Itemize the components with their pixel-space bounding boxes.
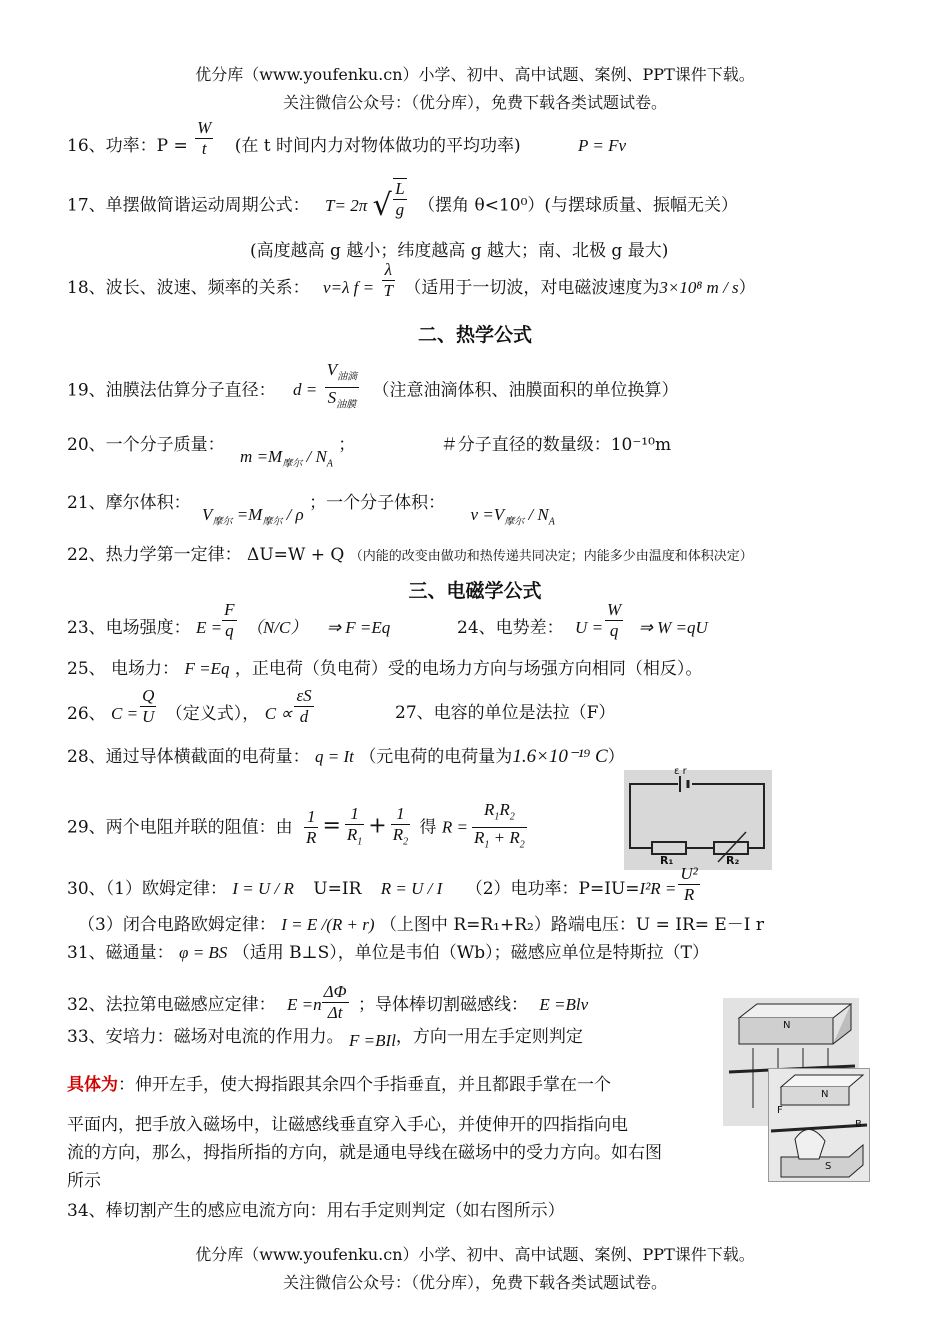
item-30-f3: R = U / I xyxy=(380,879,443,898)
header-line-1: 优分库（www.youfenku.cn）小学、初中、高中试题、案例、PPT课件下载。 xyxy=(195,65,755,84)
circuit-diagram xyxy=(624,766,772,870)
item-31-note: （适用 B⊥S），单位是韦伯（Wb）；磁感应单位是特斯拉（T） xyxy=(232,943,709,963)
item-23-arrow: ⇒ F =Eq xyxy=(326,618,391,637)
item-26 xyxy=(67,686,318,727)
circuit-svg xyxy=(624,770,772,870)
item-30b-note: （上图中 R=R₁+R₂）路端电压：U = IR= E－I r xyxy=(379,915,765,935)
item-26-def: （定义式）， xyxy=(165,704,260,724)
item-30-label: 30、（1）欧姆定律： xyxy=(67,879,227,899)
parallel-result-symbol: R = xyxy=(441,817,469,837)
parallel-fraction-2: $\frac{1}{R_1}$ xyxy=(346,803,363,848)
sqrt-icon: √ xyxy=(372,188,392,223)
wave-fraction: $\frac{\lambda}{T}$ xyxy=(383,260,393,300)
emf-fraction: $\frac{\Delta\Phi}{\Delta t}$ xyxy=(323,982,347,1022)
magnet-svg-2 xyxy=(769,1069,869,1181)
item-17-note: （摆角 θ<10⁰）(与摆球质量、振幅无关） xyxy=(418,195,739,216)
item-30b-label: （3）闭合电路欧姆定律： xyxy=(78,915,276,935)
power-u2-fraction: $\frac{\text{U²}}{R}$ xyxy=(680,864,698,904)
magnet-n-label-1: N xyxy=(783,1020,791,1031)
proportional-fraction: $\frac{\varepsilon S}{d}$ xyxy=(296,686,312,726)
item-24 xyxy=(457,600,708,641)
item-29-de: 得 xyxy=(419,817,437,838)
parallel-fraction-3: $\frac{1}{R_2}$ xyxy=(392,803,409,848)
item-30-f1: I = U / R xyxy=(232,879,294,898)
item-18-note: （适用于一切波，对电磁波速度为 xyxy=(404,278,660,298)
item-17-sub: (高度越高 g 越小；纬度越高 g 越大；南、北极 g 最大) xyxy=(250,241,669,261)
item-28-note: （元电荷的电荷量为 xyxy=(359,747,513,767)
item-20-note: ＃分子直径的数量级：10⁻¹⁰m xyxy=(440,435,672,455)
item-33-formula: F =BIl xyxy=(349,1031,396,1050)
item-24-arrow: ⇒ W =qU xyxy=(638,618,708,637)
magnet-f-label: F xyxy=(777,1105,783,1116)
capacitance-symbol: C = xyxy=(111,704,139,723)
item-18-c: 3×10⁸ m / s xyxy=(659,278,739,297)
emf-symbol: E =n xyxy=(287,995,322,1014)
circuit-r1-label: R₁ xyxy=(660,854,674,867)
item-23-label: 23、电场强度： xyxy=(67,618,191,638)
item-22-formula: ΔU=W + Q xyxy=(247,545,345,565)
period-formula: T= 2π xyxy=(325,195,368,215)
item-19-label: 19、油膜法估算分子直径： xyxy=(67,380,276,401)
field-fraction: $\frac{F}{q}$ xyxy=(224,600,235,640)
item-32-label: 32、法拉第电磁感应定律： xyxy=(67,995,276,1015)
field-symbol: E = xyxy=(196,618,223,637)
item-16-note: (在 t 时间内力对物体做功的平均功率) xyxy=(234,136,521,156)
power-fraction: $\frac{W}{t}$ xyxy=(197,118,212,158)
item-30b xyxy=(78,914,764,936)
capacitance-fraction: $\frac{Q}{U}$ xyxy=(142,686,155,726)
item-32-note: ；导体棒切割磁感线： xyxy=(357,995,528,1015)
item-20-label: 20、一个分子质量： xyxy=(67,435,225,455)
magnet-b-label: B xyxy=(855,1119,862,1130)
right-hand-rule-figure xyxy=(768,1068,870,1182)
item-19-note: （注意油滴体积、油膜面积的单位换算） xyxy=(372,380,679,401)
capacitance-proportional: C ∝ xyxy=(264,704,293,723)
item-20 xyxy=(67,434,672,470)
item-23 xyxy=(67,600,391,641)
item-22-label: 22、热力学第一定律： xyxy=(67,545,242,565)
detail-lead: 具体为 xyxy=(67,1075,118,1095)
section-em-title: 三、电磁学公式 xyxy=(408,580,542,602)
item-22 xyxy=(67,544,753,568)
item-23-unit: （N/C） xyxy=(245,618,308,637)
period-fraction: $\frac{L}{g}$ xyxy=(395,179,405,219)
item-26-label: 26、 xyxy=(67,704,106,724)
circuit-r2-label: R₂ xyxy=(726,854,740,867)
magnet-n-label-2: N xyxy=(821,1089,829,1100)
detail-line-2: 平面内，把手放入磁场中，让磁感线垂直穿入手心，并使伸开的四指指向电 xyxy=(67,1115,628,1135)
item-18-f1: v=λ f = xyxy=(323,278,375,297)
item-30 xyxy=(67,864,702,905)
item-18-close: ） xyxy=(738,278,756,298)
item-27: 27、电容的单位是法拉（F） xyxy=(395,703,616,723)
detail-line-4: 所示 xyxy=(67,1171,101,1191)
item-18 xyxy=(67,260,756,301)
item-31-formula: φ = BS xyxy=(179,943,228,962)
item-21 xyxy=(67,492,555,528)
item-24-label: 24、电势差： xyxy=(457,618,564,638)
magnet-s-label: S xyxy=(825,1161,832,1172)
detail-t1: ：伸开左手，使大拇指跟其余四个手指垂直，并且都跟手掌在一个 xyxy=(118,1075,611,1095)
potential-symbol: U = xyxy=(575,618,604,637)
detail-line-3: 流的方向，那么，拇指所指的方向，就是通电导线在磁场中的受力方向。如右图 xyxy=(67,1143,662,1163)
item-30-f2: U=IR xyxy=(313,879,362,899)
header-line-2: 关注微信公众号：（优分库），免费下载各类试题试卷。 xyxy=(282,93,667,112)
item-22-note: （内能的改变由做功和热传递共同决定；内能多少由温度和体积决定） xyxy=(349,549,753,564)
item-19 xyxy=(67,360,679,416)
item-18-label: 18、波长、波速、频率的关系： xyxy=(67,278,310,298)
item-29-label: 29、两个电阻并联的阻值：由 xyxy=(67,817,293,838)
molecule-mass-formula: $m =M_{摩尔} / N_A$ xyxy=(240,447,333,470)
footer-line-1: 优分库（www.youfenku.cn）小学、初中、高中试题、案例、PPT课件下载。 xyxy=(195,1245,755,1264)
item-25-label: 25、 电场力： xyxy=(67,659,180,679)
item-25-note: ，正电荷（负电荷）受的电场力方向与场强方向相同（相反）。 xyxy=(234,659,703,679)
item-28 xyxy=(67,746,625,768)
footer-line-2: 关注微信公众号：（优分库），免费下载各类试题试卷。 xyxy=(282,1273,667,1292)
item-30-p: （2）电功率：P=IU= xyxy=(465,879,640,899)
item-30-f4: I²R = xyxy=(639,879,677,898)
item-17 xyxy=(67,179,739,223)
item-28-label: 28、通过导体横截面的电荷量： xyxy=(67,747,310,767)
diameter-fraction: $\frac{V_{油滴}}{S_{油膜}}$ xyxy=(326,360,358,411)
item-30b-formula: I = E /(R + r) xyxy=(281,915,375,934)
potential-fraction: $\frac{W}{q}$ xyxy=(607,600,622,640)
detail-line-1 xyxy=(67,1074,611,1096)
parallel-fraction-1: $\frac{1}{R}$ xyxy=(306,807,317,848)
item-31-label: 31、磁通量： xyxy=(67,943,174,963)
item-16-formula: P = Fv xyxy=(578,136,626,155)
circuit-battery-label: ε r xyxy=(674,766,687,777)
item-21-note: ；一个分子体积： xyxy=(309,493,446,513)
parallel-result-fraction: $\frac{R_1R_2}{R_1 + R_2}$ xyxy=(474,800,525,851)
item-16-label: 16、功率：P = xyxy=(67,136,188,156)
item-28-formula: q = It xyxy=(315,747,354,766)
item-28-close: ） xyxy=(607,747,625,767)
diameter-symbol: d = xyxy=(293,380,318,400)
item-31 xyxy=(67,942,709,964)
item-17-label: 17、单摆做简谐运动周期公式： xyxy=(67,195,310,216)
item-25-formula: F =Eq xyxy=(184,659,230,678)
item-28-e: 1.6×10⁻¹⁹ C xyxy=(512,746,608,767)
item-34: 34、棒切割产生的感应电流方向：用右手定则判定（如右图所示） xyxy=(67,1201,565,1221)
item-33-label: 33、安培力：磁场对电流的作用力。 xyxy=(67,1027,344,1047)
section-thermo-title: 二、热学公式 xyxy=(417,324,532,346)
item-33 xyxy=(67,1026,583,1048)
molecule-volume-formula: $v =V_{摩尔} / N_A$ xyxy=(470,505,555,528)
item-16 xyxy=(67,118,626,159)
item-32 xyxy=(67,982,589,1023)
molar-volume-formula: $V_{摩尔} =M_{摩尔} / \rho$ xyxy=(202,505,304,528)
item-33-note: ，方向一用左手定则判定 xyxy=(395,1027,583,1047)
item-29: 29、两个电阻并联的阻值：由 $\frac{1}{R}$ = $\frac{1}{R_1}$ + $\frac{1}{R_2}$ 得 R = $\frac{R_1R_2}{R_1 + R_2}$ xyxy=(67,800,531,856)
item-20-semi: ； xyxy=(338,435,356,455)
item-32-f2: E =Blv xyxy=(539,995,589,1014)
item-25 xyxy=(67,658,702,680)
item-21-label: 21、摩尔体积： xyxy=(67,493,191,513)
